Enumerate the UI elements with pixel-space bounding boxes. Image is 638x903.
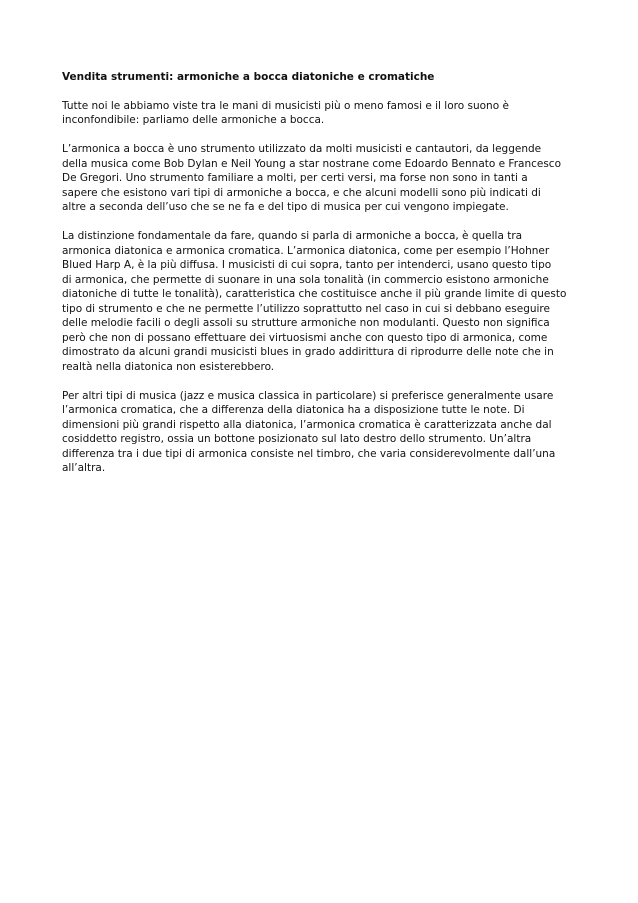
paragraph-line: altre a seconda dell’uso che se ne fa e del tipo di musica per cui vengono impiegate.: [62, 201, 509, 213]
paragraph-line: dimostrato da alcuni grandi musicisti blues in grado addirittura di riprodurre delle note che in: [62, 346, 554, 358]
paragraph-line: Blued Harp A, è la più diffusa. I musicisti di cui sopra, tanto per intenderci, usano questo tipo: [62, 259, 552, 271]
paragraph-line: diatoniche di tutte le tonalità), caratteristica che costituisce anche il più grande limite di questo: [62, 288, 567, 300]
paragraph-line: sapere che esistono vari tipi di armoniche a bocca, e che alcuni modelli sono più indicati di: [62, 186, 541, 199]
paragraph-line: delle melodie facili o degli assoli su strutture armoniche non modulanti. Questo non significa: [62, 317, 550, 329]
paragraph-line: tipo di strumento e che ne permette l’utilizzo soprattutto nel caso in cui si debbano eseguire: [62, 302, 550, 315]
document-title: Vendita strumenti: armoniche a bocca diatoniche e cromatiche: [62, 71, 435, 83]
paragraph-line: L’armonica a bocca è uno strumento utilizzato da molti musicisti e cantautori, da leggende: [62, 143, 542, 155]
paragraph-line: di armonica, che permette di suonare in una sola tonalità (in commercio esistono armoniche: [62, 273, 549, 286]
paragraph-line: l’armonica cromatica, che a differenza della diatonica ha a disposizione tutte le note. Di: [62, 404, 525, 416]
paragraph-line: cosiddetto registro, ossia un bottone posizionato sul lato destro dello strumento. Un’altra: [62, 433, 532, 445]
paragraph-line: armonica diatonica e armonica cromatica. L’armonica diatonica, come per esempio l’Hohner: [62, 244, 550, 257]
paragraph-line: De Gregori. Uno strumento familiare a molti, per certi versi, ma forse non sono in tanti a: [62, 172, 528, 184]
paragraph-line: differenza tra i due tipi di armonica consiste nel timbro, che varia considerevolmente dall’una: [62, 447, 556, 460]
paragraph-intro: [62, 99, 582, 128]
paragraph-distinzione: [62, 229, 582, 374]
paragraph-line: La distinzione fondamentale da fare, quando si parla di armoniche a bocca, è quella tra: [62, 230, 523, 242]
paragraph-line: Tutte noi le abbiamo viste tra le mani di musicisti più o meno famosi e il loro suono è: [62, 99, 509, 112]
paragraph-cromatica: [62, 389, 582, 476]
paragraph-line: all’altra.: [62, 462, 106, 474]
paragraph-line: inconfondibile: parliamo delle armoniche a bocca.: [62, 114, 325, 126]
paragraph-line: realtà nella diatonica non esisterebbero.: [62, 360, 275, 373]
paragraph-line: Per altri tipi di musica (jazz e musica classica in particolare) si preferisce generalmente usare: [62, 389, 554, 402]
document-page: [62, 70, 582, 490]
paragraph-line: della musica come Bob Dylan e Neil Young a star nostrane come Edoardo Bennato e Francesco: [62, 157, 562, 170]
paragraph-armonica-a-bocca: [62, 142, 582, 215]
paragraph-line: dimensioni più grandi rispetto alla diatonica, l’armonica cromatica è caratterizzata anche dal: [62, 418, 552, 431]
paragraph-line: però che non di possano effettuare dei virtuosismi anche con questo tipo di armonica, come: [62, 331, 548, 344]
